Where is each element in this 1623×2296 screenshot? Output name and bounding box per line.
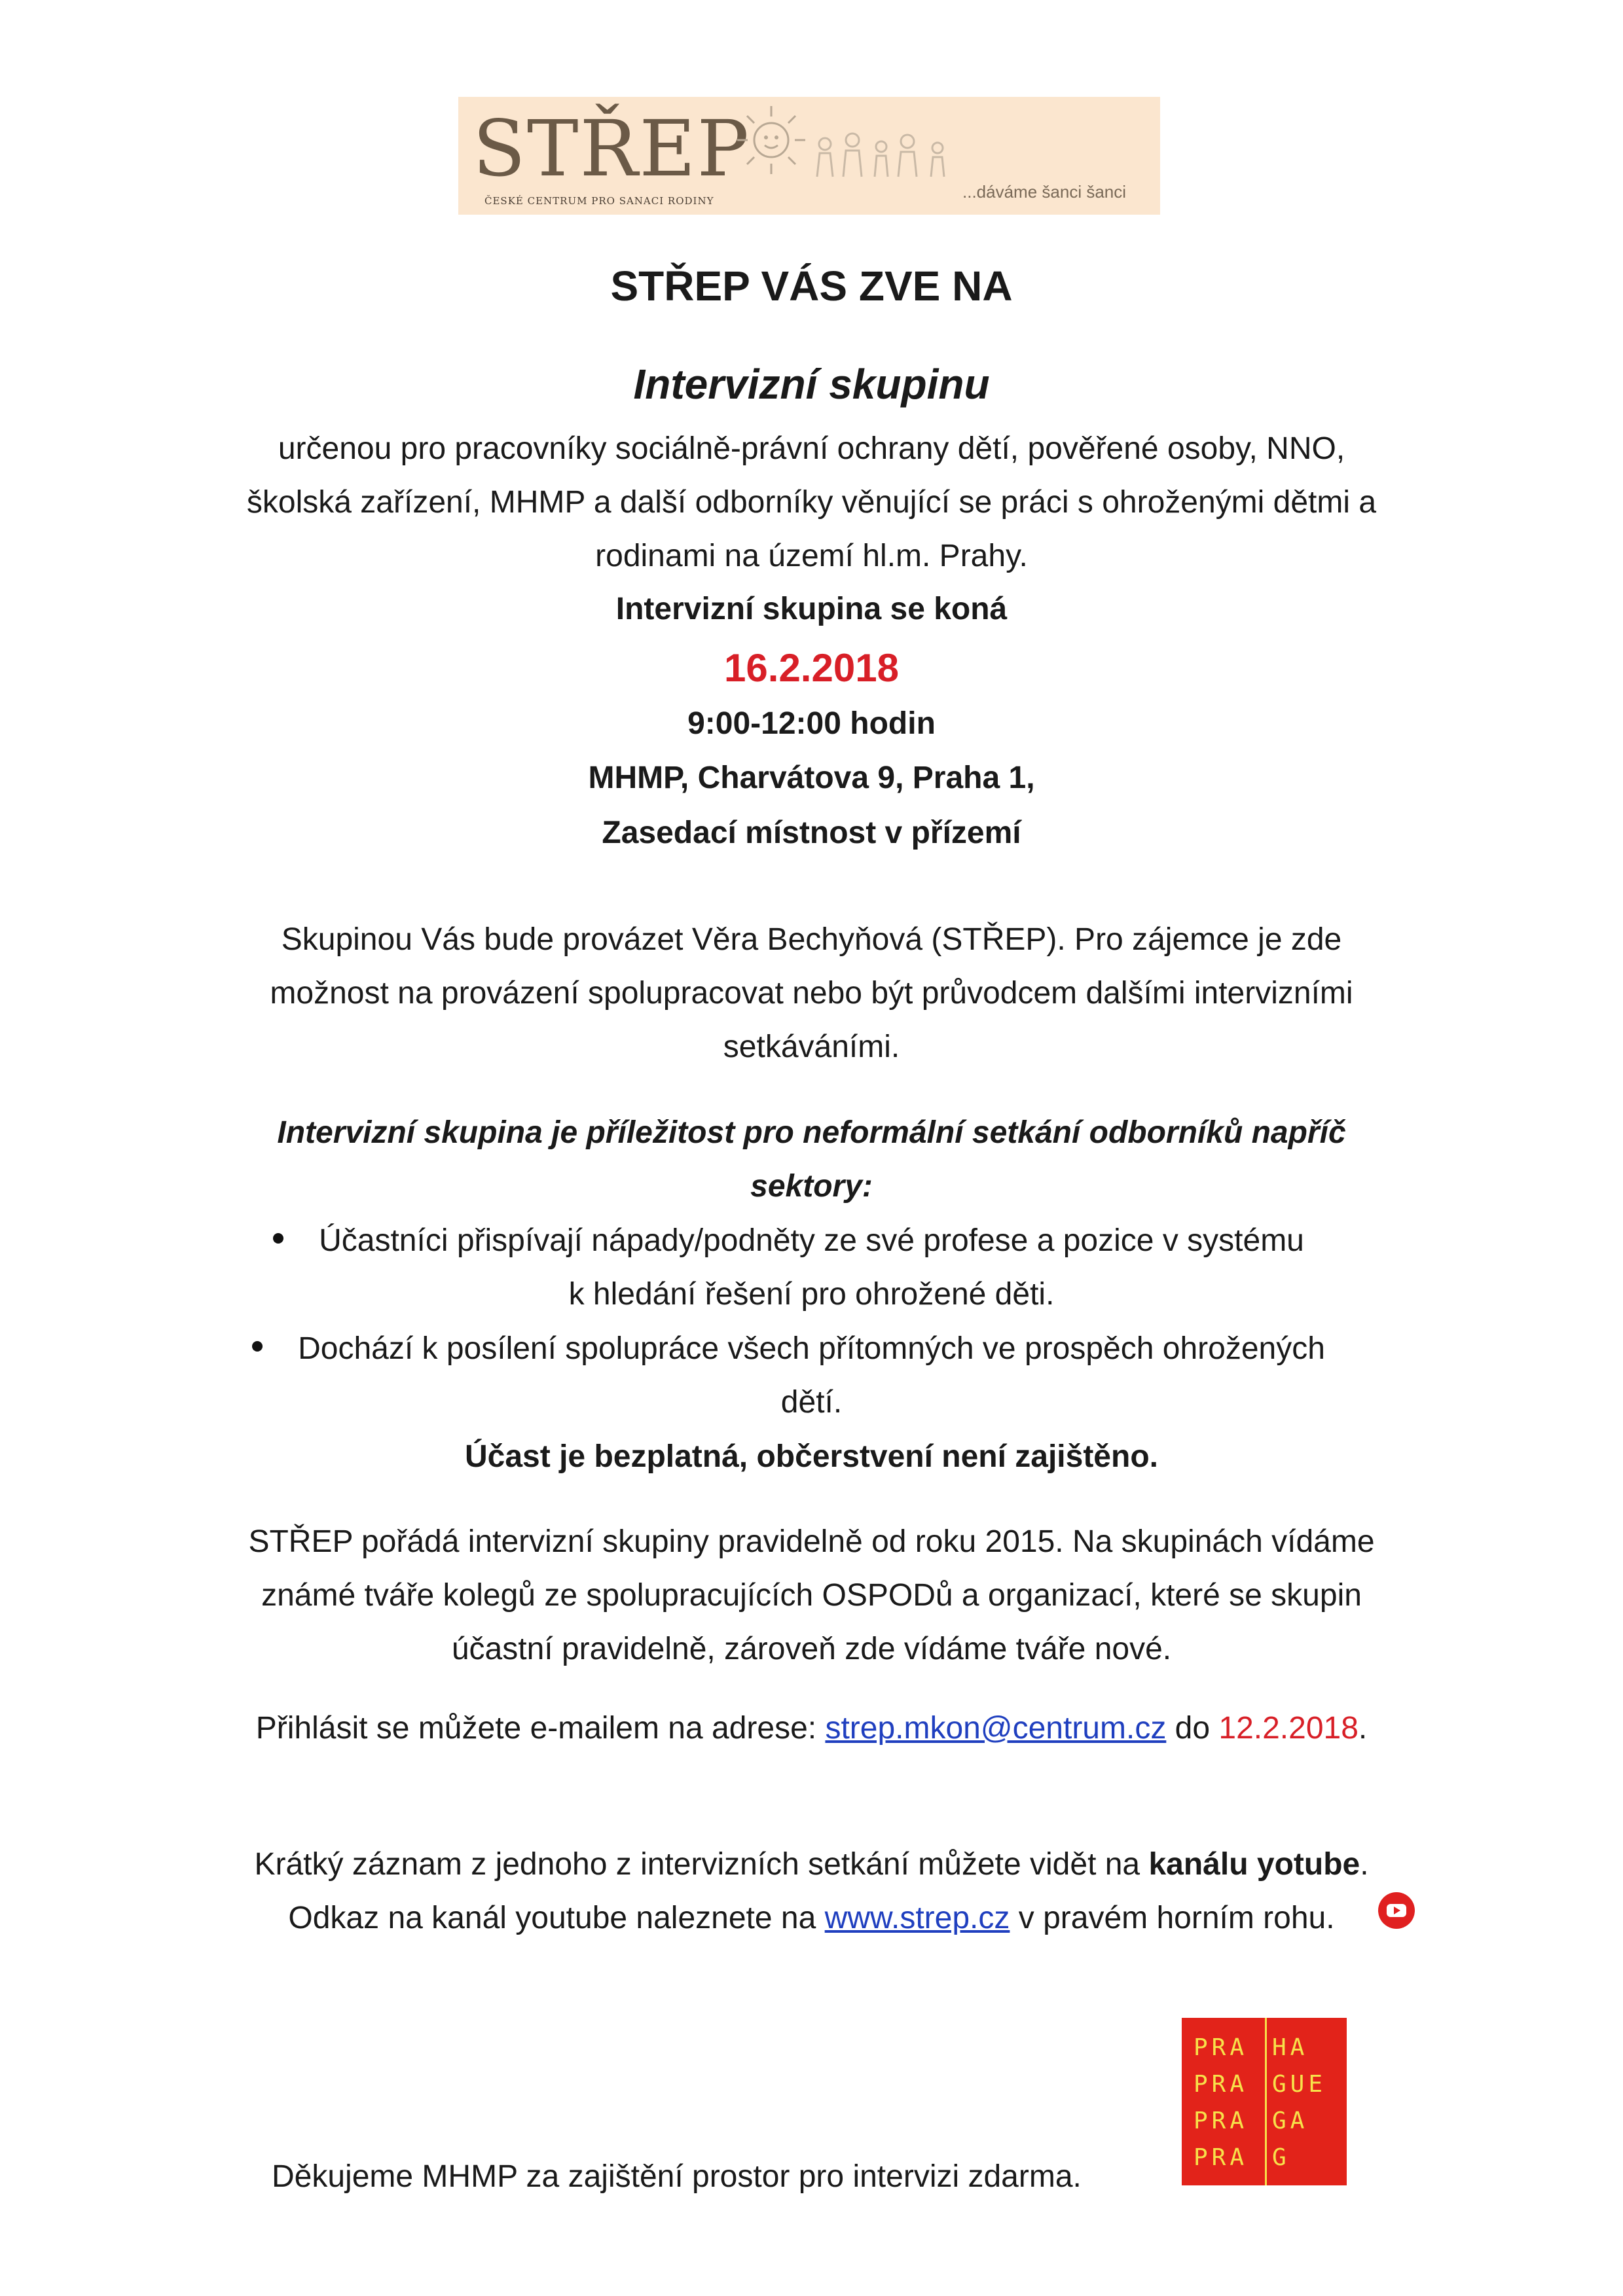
intro-line: rodinami na území hl.m. Prahy.	[595, 539, 1028, 573]
guide-line: možnost na provázení spolupracovat nebo být průvodcem dalšími intervizními	[270, 976, 1353, 1011]
family-figures-icon	[812, 131, 956, 183]
video-text: Krátký záznam z jednoho z intervizních setkání můžete vidět na	[254, 1847, 1149, 1882]
video-text: Odkaz na kanál youtube naleznete na	[288, 1901, 825, 1935]
opportunity-line: Intervizní skupina je příležitost pro neformální setkání odborníků napříč	[277, 1115, 1346, 1150]
praha-logo-text: PRA	[1194, 2034, 1249, 2061]
video-text: v pravém horním rohu.	[1010, 1901, 1335, 1935]
video-line-1	[0, 1838, 1623, 1892]
free-note: Účast je bezplatná, občerstvení není zajištěno.	[465, 1439, 1158, 1474]
signup-deadline: 12.2.2018	[1218, 1711, 1359, 1746]
praha-logo-text: G	[1272, 2144, 1290, 2171]
event-time: 9:00-12:00 hodin	[687, 706, 936, 741]
youtube-icon[interactable]	[1377, 1892, 1415, 1929]
bullet-line: dětí.	[780, 1385, 843, 1420]
guide-line: Skupinou Vás bude provázet Věra Bechyňová (STŘEP). Pro zájemce je zde	[281, 922, 1342, 957]
bullet-item	[0, 1214, 1623, 1321]
praha-logo-text: PRA	[1194, 2071, 1249, 2098]
intro-paragraph	[0, 422, 1623, 583]
praha-logo-text: PRA	[1194, 2108, 1249, 2134]
bullet-item	[0, 1322, 1623, 1429]
guide-paragraph	[0, 913, 1623, 1074]
event-label: Intervizní skupina se koná	[615, 592, 1008, 626]
bullet-line: Účastníci přispívají nápady/podněty ze své profese a pozice v systému	[319, 1223, 1304, 1258]
sun-icon	[732, 101, 811, 179]
praha-logo-divider	[1265, 2018, 1267, 2185]
logo-wordmark: STŘEP	[473, 103, 750, 194]
signup-line	[0, 1702, 1623, 1755]
logo-tagline: ...dáváme šanci šanci	[962, 182, 1127, 202]
page-title: STŘEP VÁS ZVE NA	[610, 262, 1013, 310]
opportunity-heading	[0, 1106, 1623, 1213]
event-place: MHMP, Charvátova 9, Praha 1,	[588, 761, 1035, 795]
history-line: účastní pravidelně, zároveň zde vídáme tváře nové.	[451, 1632, 1172, 1666]
praha-logo-text: PRA	[1194, 2144, 1249, 2171]
opportunity-line: sektory:	[750, 1169, 873, 1204]
strep-logo	[458, 97, 1160, 215]
praha-logo-text: GUE	[1272, 2071, 1327, 2098]
email-link[interactable]: strep.mkon@centrum.cz	[825, 1711, 1167, 1746]
bullet-line: Dochází k posílení spolupráce všech přítomných ve prospěch ohrožených	[298, 1331, 1325, 1366]
signup-prefix: Přihlásit se můžete e-mailem na adrese:	[255, 1711, 826, 1746]
praha-logo-left	[1194, 2030, 1248, 2176]
guide-line: setkáváními.	[723, 1030, 900, 1064]
page-subtitle: Intervizní skupinu	[633, 361, 990, 408]
history-paragraph	[0, 1515, 1623, 1676]
website-link[interactable]: www.strep.cz	[824, 1901, 1010, 1935]
thanks-note: Děkujeme MHMP za zajištění prostor pro intervizi zdarma.	[272, 2159, 1082, 2194]
intro-line: školská zařízení, MHMP a další odborníky věnující se práci s ohroženými dětmi a	[246, 485, 1377, 520]
praha-logo-text: HA	[1272, 2034, 1309, 2061]
signup-middle: do	[1166, 1711, 1219, 1746]
event-room: Zasedací místnost v přízemí	[602, 816, 1021, 850]
logo-subtitle: ČESKÉ CENTRUM PRO SANACI RODINY	[484, 195, 714, 207]
signup-suffix: .	[1358, 1711, 1368, 1746]
video-text: .	[1360, 1847, 1369, 1882]
bullet-line: k hledání řešení pro ohrožené děti.	[568, 1277, 1055, 1312]
youtube-channel-label: kanálu yotube	[1148, 1847, 1360, 1882]
history-line: STŘEP pořádá intervizní skupiny pravidelně od roku 2015. Na skupinách vídáme	[248, 1524, 1375, 1559]
praha-logo-text: GA	[1272, 2108, 1309, 2134]
praha-logo	[1182, 2018, 1347, 2185]
praha-logo-right	[1272, 2030, 1326, 2176]
history-line: známé tváře kolegů ze spolupracujících OSPODů a organizací, které se skupin	[261, 1578, 1362, 1613]
intro-line: určenou pro pracovníky sociálně-právní ochrany dětí, pověřené osoby, NNO,	[278, 431, 1345, 466]
event-date: 16.2.2018	[724, 646, 899, 690]
